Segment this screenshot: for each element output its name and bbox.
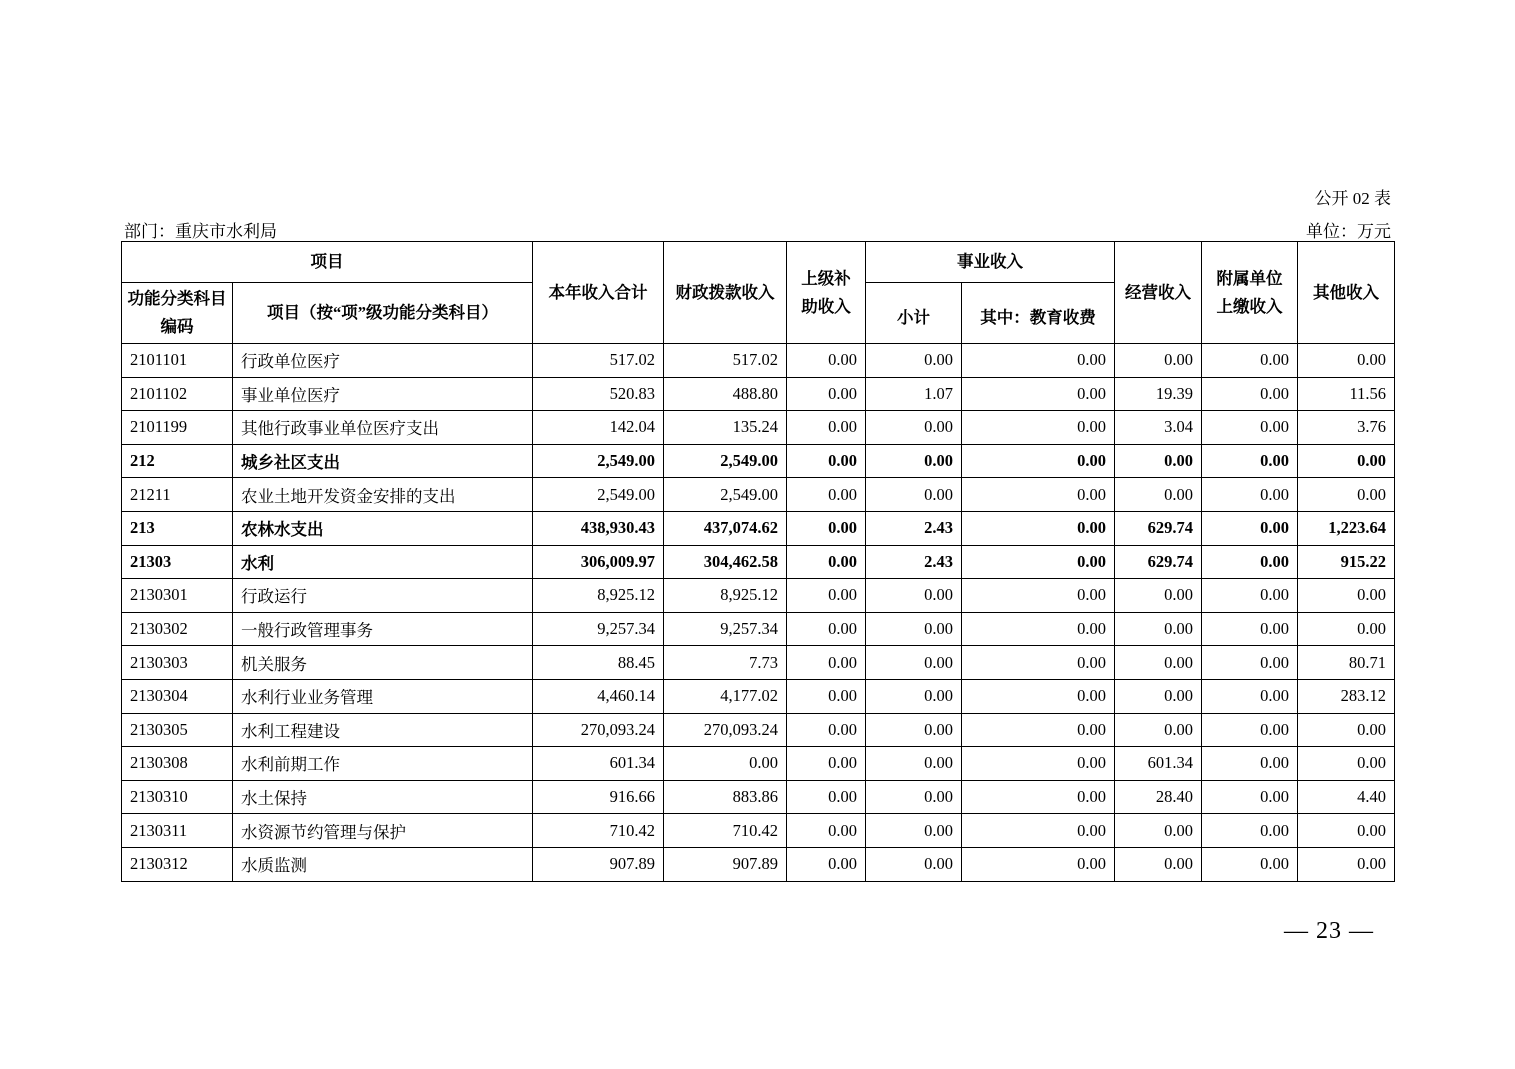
cell-superior-subsidy: 0.00 <box>787 780 866 814</box>
cell-education-fee: 0.00 <box>962 579 1115 613</box>
cell-affiliated-income: 0.00 <box>1202 847 1298 881</box>
cell-total-income: 2,549.00 <box>533 478 664 512</box>
cell-fiscal-income: 488.80 <box>664 377 787 411</box>
cell-business-subtotal: 0.00 <box>866 344 962 378</box>
cell-superior-subsidy: 0.00 <box>787 411 866 445</box>
cell-total-income: 916.66 <box>533 780 664 814</box>
cell-education-fee: 0.00 <box>962 814 1115 848</box>
cell-other-income: 283.12 <box>1298 679 1395 713</box>
cell-total-income: 517.02 <box>533 344 664 378</box>
cell-education-fee: 0.00 <box>962 646 1115 680</box>
cell-total-income: 520.83 <box>533 377 664 411</box>
cell-education-fee: 0.00 <box>962 444 1115 478</box>
cell-fiscal-income: 2,549.00 <box>664 444 787 478</box>
cell-fiscal-income: 270,093.24 <box>664 713 787 747</box>
cell-superior-subsidy: 0.00 <box>787 612 866 646</box>
cell-superior-subsidy: 0.00 <box>787 579 866 613</box>
cell-education-fee: 0.00 <box>962 679 1115 713</box>
cell-name: 水质监测 <box>233 847 533 881</box>
cell-fiscal-income: 710.42 <box>664 814 787 848</box>
cell-code: 212 <box>122 444 233 478</box>
table-row <box>122 377 1395 411</box>
cell-business-subtotal: 0.00 <box>866 780 962 814</box>
cell-affiliated-income: 0.00 <box>1202 444 1298 478</box>
cell-education-fee: 0.00 <box>962 478 1115 512</box>
cell-affiliated-income: 0.00 <box>1202 646 1298 680</box>
cell-code: 2101101 <box>122 344 233 378</box>
table-row <box>122 612 1395 646</box>
cell-operating-income: 0.00 <box>1115 344 1202 378</box>
cell-fiscal-income: 8,925.12 <box>664 579 787 613</box>
cell-total-income: 9,257.34 <box>533 612 664 646</box>
cell-code: 2130308 <box>122 747 233 781</box>
cell-code: 2130303 <box>122 646 233 680</box>
cell-other-income: 4.40 <box>1298 780 1395 814</box>
cell-total-income: 710.42 <box>533 814 664 848</box>
table-row <box>122 747 1395 781</box>
cell-business-subtotal: 0.00 <box>866 847 962 881</box>
cell-other-income: 0.00 <box>1298 847 1395 881</box>
cell-code: 2101102 <box>122 377 233 411</box>
cell-name: 水利行业业务管理 <box>233 679 533 713</box>
cell-name: 机关服务 <box>233 646 533 680</box>
cell-affiliated-income: 0.00 <box>1202 545 1298 579</box>
cell-other-income: 0.00 <box>1298 713 1395 747</box>
table-row <box>122 814 1395 848</box>
cell-operating-income: 3.04 <box>1115 411 1202 445</box>
cell-code: 2130311 <box>122 814 233 848</box>
income-table <box>121 241 1395 882</box>
table-body <box>122 344 1395 882</box>
cell-total-income: 2,549.00 <box>533 444 664 478</box>
cell-affiliated-income: 0.00 <box>1202 713 1298 747</box>
cell-business-subtotal: 0.00 <box>866 713 962 747</box>
cell-affiliated-income: 0.00 <box>1202 747 1298 781</box>
cell-operating-income: 0.00 <box>1115 444 1202 478</box>
cell-code: 2130301 <box>122 579 233 613</box>
cell-name: 水资源节约管理与保护 <box>233 814 533 848</box>
cell-fiscal-income: 4,177.02 <box>664 679 787 713</box>
cell-operating-income: 0.00 <box>1115 646 1202 680</box>
cell-name: 农林水支出 <box>233 511 533 545</box>
unit-label: 单位：万元 <box>1306 222 1391 241</box>
cell-affiliated-income: 0.00 <box>1202 377 1298 411</box>
cell-business-subtotal: 0.00 <box>866 444 962 478</box>
cell-affiliated-income: 0.00 <box>1202 579 1298 613</box>
cell-fiscal-income: 907.89 <box>664 847 787 881</box>
header-item-name: 项目（按“项”级功能分类科目） <box>233 283 533 344</box>
table-row <box>122 478 1395 512</box>
cell-total-income: 907.89 <box>533 847 664 881</box>
cell-total-income: 8,925.12 <box>533 579 664 613</box>
cell-education-fee: 0.00 <box>962 612 1115 646</box>
cell-affiliated-income: 0.00 <box>1202 478 1298 512</box>
cell-total-income: 438,930.43 <box>533 511 664 545</box>
cell-business-subtotal: 0.00 <box>866 579 962 613</box>
department-label: 部门：重庆市水利局 <box>124 222 277 241</box>
table-row <box>122 579 1395 613</box>
cell-name: 事业单位医疗 <box>233 377 533 411</box>
cell-name: 水利工程建设 <box>233 713 533 747</box>
cell-other-income: 80.71 <box>1298 646 1395 680</box>
cell-total-income: 88.45 <box>533 646 664 680</box>
cell-education-fee: 0.00 <box>962 780 1115 814</box>
cell-total-income: 306,009.97 <box>533 545 664 579</box>
cell-affiliated-income: 0.00 <box>1202 511 1298 545</box>
cell-affiliated-income: 0.00 <box>1202 780 1298 814</box>
cell-other-income: 0.00 <box>1298 814 1395 848</box>
header-total-income: 本年收入合计 <box>533 242 664 344</box>
header-business-subtotal: 小计 <box>866 283 962 344</box>
header-other-income: 其他收入 <box>1298 242 1395 344</box>
cell-other-income: 11.56 <box>1298 377 1395 411</box>
cell-fiscal-income: 135.24 <box>664 411 787 445</box>
cell-code: 2130305 <box>122 713 233 747</box>
cell-education-fee: 0.00 <box>962 511 1115 545</box>
cell-code: 2130304 <box>122 679 233 713</box>
cell-operating-income: 19.39 <box>1115 377 1202 411</box>
cell-code: 21303 <box>122 545 233 579</box>
cell-business-subtotal: 2.43 <box>866 511 962 545</box>
cell-fiscal-income: 2,549.00 <box>664 478 787 512</box>
cell-business-subtotal: 0.00 <box>866 411 962 445</box>
cell-other-income: 3.76 <box>1298 411 1395 445</box>
cell-name: 城乡社区支出 <box>233 444 533 478</box>
header-superior-subsidy: 上级补助收入 <box>787 242 866 344</box>
cell-operating-income: 0.00 <box>1115 713 1202 747</box>
cell-superior-subsidy: 0.00 <box>787 511 866 545</box>
cell-operating-income: 0.00 <box>1115 579 1202 613</box>
cell-code: 2130312 <box>122 847 233 881</box>
header-operating-income: 经营收入 <box>1115 242 1202 344</box>
cell-education-fee: 0.00 <box>962 713 1115 747</box>
cell-education-fee: 0.00 <box>962 344 1115 378</box>
header-fiscal-income: 财政拨款收入 <box>664 242 787 344</box>
cell-code: 2101199 <box>122 411 233 445</box>
cell-operating-income: 629.74 <box>1115 545 1202 579</box>
cell-other-income: 0.00 <box>1298 344 1395 378</box>
cell-superior-subsidy: 0.00 <box>787 679 866 713</box>
cell-fiscal-income: 0.00 <box>664 747 787 781</box>
form-number: 公开 02 表 <box>1314 189 1391 208</box>
cell-affiliated-income: 0.00 <box>1202 679 1298 713</box>
cell-total-income: 601.34 <box>533 747 664 781</box>
cell-superior-subsidy: 0.00 <box>787 814 866 848</box>
cell-operating-income: 0.00 <box>1115 612 1202 646</box>
cell-affiliated-income: 0.00 <box>1202 344 1298 378</box>
cell-superior-subsidy: 0.00 <box>787 747 866 781</box>
cell-name: 行政运行 <box>233 579 533 613</box>
cell-name: 水利前期工作 <box>233 747 533 781</box>
cell-fiscal-income: 517.02 <box>664 344 787 378</box>
table-row <box>122 344 1395 378</box>
cell-name: 一般行政管理事务 <box>233 612 533 646</box>
cell-name: 水利 <box>233 545 533 579</box>
cell-other-income: 0.00 <box>1298 444 1395 478</box>
cell-name: 其他行政事业单位医疗支出 <box>233 411 533 445</box>
table-row <box>122 411 1395 445</box>
cell-other-income: 0.00 <box>1298 478 1395 512</box>
cell-education-fee: 0.00 <box>962 545 1115 579</box>
cell-business-subtotal: 0.00 <box>866 478 962 512</box>
cell-fiscal-income: 883.86 <box>664 780 787 814</box>
cell-superior-subsidy: 0.00 <box>787 444 866 478</box>
cell-name: 水土保持 <box>233 780 533 814</box>
page-number: — 23 — <box>1284 918 1374 944</box>
cell-operating-income: 0.00 <box>1115 847 1202 881</box>
cell-code: 213 <box>122 511 233 545</box>
table-row <box>122 713 1395 747</box>
cell-superior-subsidy: 0.00 <box>787 478 866 512</box>
cell-affiliated-income: 0.00 <box>1202 612 1298 646</box>
table-row <box>122 444 1395 478</box>
header-function-code: 功能分类科目编码 <box>122 283 233 344</box>
cell-business-subtotal: 2.43 <box>866 545 962 579</box>
cell-superior-subsidy: 0.00 <box>787 344 866 378</box>
cell-fiscal-income: 304,462.58 <box>664 545 787 579</box>
cell-operating-income: 28.40 <box>1115 780 1202 814</box>
cell-operating-income: 629.74 <box>1115 511 1202 545</box>
cell-superior-subsidy: 0.00 <box>787 545 866 579</box>
header-project: 项目 <box>122 242 533 283</box>
cell-operating-income: 0.00 <box>1115 478 1202 512</box>
header-business-income: 事业收入 <box>866 242 1115 283</box>
header-affiliated-income: 附属单位上缴收入 <box>1202 242 1298 344</box>
cell-code: 2130302 <box>122 612 233 646</box>
cell-total-income: 142.04 <box>533 411 664 445</box>
cell-other-income: 915.22 <box>1298 545 1395 579</box>
cell-education-fee: 0.00 <box>962 377 1115 411</box>
cell-superior-subsidy: 0.00 <box>787 646 866 680</box>
cell-fiscal-income: 9,257.34 <box>664 612 787 646</box>
table-row <box>122 780 1395 814</box>
cell-total-income: 4,460.14 <box>533 679 664 713</box>
cell-education-fee: 0.00 <box>962 411 1115 445</box>
cell-superior-subsidy: 0.00 <box>787 377 866 411</box>
cell-business-subtotal: 0.00 <box>866 612 962 646</box>
cell-other-income: 0.00 <box>1298 579 1395 613</box>
cell-education-fee: 0.00 <box>962 747 1115 781</box>
cell-other-income: 0.00 <box>1298 747 1395 781</box>
table-row <box>122 646 1395 680</box>
header-education-fee: 其中：教育收费 <box>962 283 1115 344</box>
table-row <box>122 847 1395 881</box>
cell-operating-income: 0.00 <box>1115 814 1202 848</box>
cell-business-subtotal: 0.00 <box>866 679 962 713</box>
cell-name: 农业土地开发资金安排的支出 <box>233 478 533 512</box>
table-row <box>122 545 1395 579</box>
cell-other-income: 0.00 <box>1298 612 1395 646</box>
cell-business-subtotal: 0.00 <box>866 814 962 848</box>
cell-superior-subsidy: 0.00 <box>787 713 866 747</box>
cell-fiscal-income: 437,074.62 <box>664 511 787 545</box>
cell-affiliated-income: 0.00 <box>1202 814 1298 848</box>
cell-affiliated-income: 0.00 <box>1202 411 1298 445</box>
cell-business-subtotal: 1.07 <box>866 377 962 411</box>
cell-operating-income: 0.00 <box>1115 679 1202 713</box>
cell-total-income: 270,093.24 <box>533 713 664 747</box>
cell-business-subtotal: 0.00 <box>866 747 962 781</box>
table-row <box>122 511 1395 545</box>
cell-name: 行政单位医疗 <box>233 344 533 378</box>
cell-superior-subsidy: 0.00 <box>787 847 866 881</box>
cell-operating-income: 601.34 <box>1115 747 1202 781</box>
cell-code: 21211 <box>122 478 233 512</box>
cell-code: 2130310 <box>122 780 233 814</box>
cell-fiscal-income: 7.73 <box>664 646 787 680</box>
table-row <box>122 679 1395 713</box>
cell-education-fee: 0.00 <box>962 847 1115 881</box>
cell-other-income: 1,223.64 <box>1298 511 1395 545</box>
cell-business-subtotal: 0.00 <box>866 646 962 680</box>
